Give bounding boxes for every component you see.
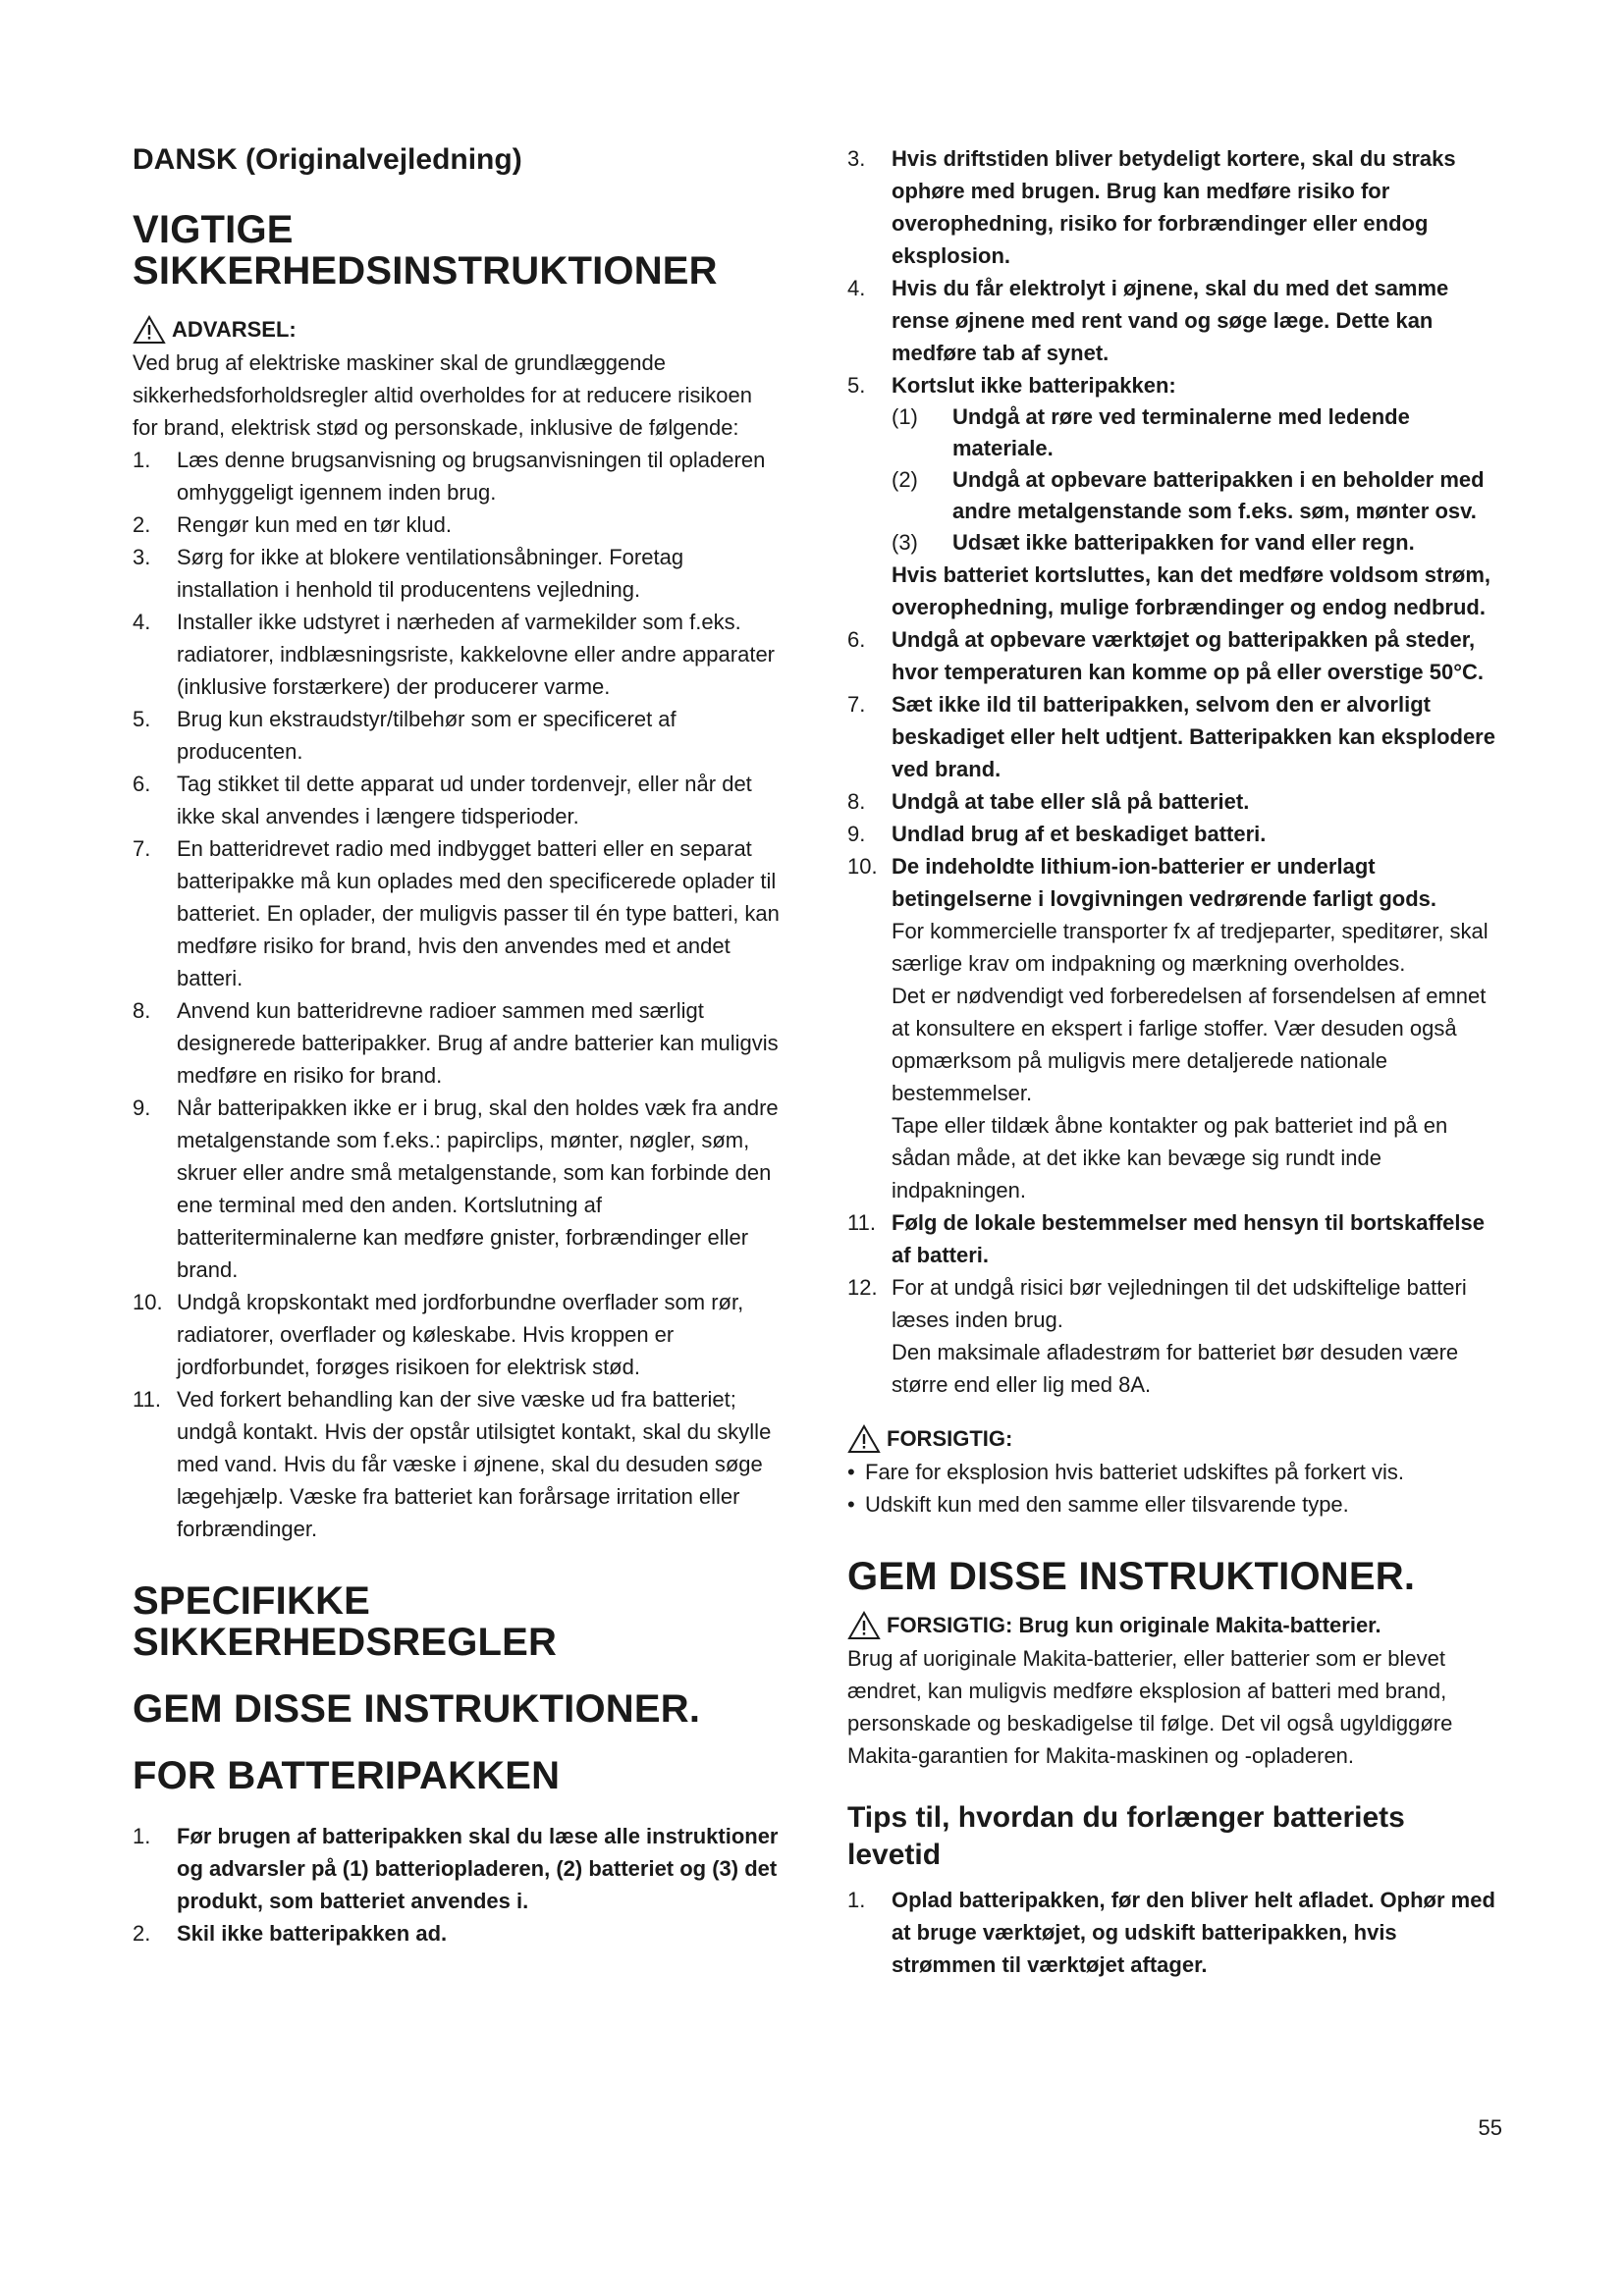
list-item: 12. For at undgå risici bør vejledningen til det udskiftelige batteri læses inden brug. Den maksimale afladestrøm for batteriet bør desuden være større end eller lig med 8A. — [847, 1271, 1495, 1401]
list-item: 10. Undgå kropskontakt med jordforbundne overflader som rør, radiatorer, overflader og køleskabe. Hvis kroppen er jordforbundet, forøges risikoen for elektrisk stød. — [133, 1290, 744, 1379]
warning-label: ADVARSEL: — [172, 317, 297, 342]
transport-note: Tape eller tildæk åbne kontakter og pak batteriet ind på en sådan måde, at det ikke kan bevæge sig rundt inde indpakningen. — [892, 1113, 1448, 1202]
caution-original-heading — [847, 1611, 1495, 1640]
list-item: 1. Før brugen af batteripakken skal du læse alle instruktioner og advarsler på (1) batteriopladeren, (2) batteriet og (3) det produkt, som batteriet anvendes i. — [133, 1824, 779, 1913]
save-instructions-heading: GEM DISSE INSTRUKTIONER. — [133, 1687, 701, 1731]
list-item: 4. Installer ikke udstyret i nærheden af varmekilder som f.eks. radiatorer, indblæsningsriste, kakkelovne eller andre apparater (inklusive forstærkere) der producerer varme. — [133, 610, 776, 699]
list-item: 8. Undgå at tabe eller slå på batteriet. — [847, 789, 1250, 814]
list-item: 5. Kortslut ikke batteripakken: (1) Undgå at røre ved terminalerne med ledende materiale. (2) Undgå at opbevare batteripakken i en beholder med andre metalgenstande som f.eks. søm, mønter osv. (3) Udsæt ikke batteripakken for vand eller regn. Hvis batteriet kortsluttes, kan det medføre voldsom strøm, overophedning, mulige forbrændinger og endog nedbrud. — [847, 369, 1495, 623]
list-item: 8. Anvend kun batteridrevne radioer sammen med særligt designerede batteripakker. Brug af andre batterier kan muligvis medføre en risiko for brand. — [133, 998, 779, 1088]
warning-triangle-icon — [847, 1424, 881, 1454]
left-column — [133, 142, 781, 1949]
transport-note: For kommercielle transporter fx af tredjeparter, speditører, skal særlige krav om indpakning og mærkning overholdes. — [892, 919, 1489, 976]
list-item: 2. Rengør kun med en tør klud. — [133, 512, 453, 537]
list-item: 11. Følg de lokale bestemmelser med hensyn til bortskaffelse af batteri. — [847, 1210, 1485, 1267]
specific-rules-heading: SPECIFIKKE SIKKERHEDSREGLER — [133, 1579, 558, 1664]
list-item: 11. Ved forkert behandling kan der sive væske ud fra batteriet; undgå kontakt. Hvis der opstår utilsigtet kontakt, skal du skylle med vand. Hvis du får væske i øjnene, skal du desuden søge lægehjælp. Væske fra batteriet kan forårsage irritation eller forbrændinger. — [133, 1387, 772, 1541]
list-item: 1. Oplad batteripakken, før den bliver helt afladet. Ophør med at bruge værktøjet, og udskift batteripakken, hvis strømmen til værktøjet aftager. — [847, 1888, 1495, 1977]
sub-list-item: (2) Undgå at opbevare batteripakken i en beholder med andre metalgenstande som f.eks. søm, mønter osv. — [892, 467, 1485, 523]
caution2-label: FORSIGTIG: — [887, 1613, 1013, 1637]
battery-list-continued — [847, 142, 1495, 1401]
list-item: 10. De indeholdte lithium-ion-batterier er underlagt betingelserne i lovgivningen vedrørende farligt gods. For kommercielle transporter fx af tredjeparter, speditører, skal særlige krav om indpakning og mærkning overholdes. Det er nødvendigt ved forberedelsen af forsendelsen af emnet at konsultere en ekspert i farlige stoffer. Vær desuden også opmærksom på muligvis mere detaljerede nationale bestemmelser. Tape eller tildæk åbne kontakter og pak batteriet ind på en sådan måde, at det ikke kan bevæge sig rundt inde indpakningen. — [847, 850, 1495, 1206]
list-item: • Fare for eksplosion hvis batteriet udskiftes på forkert vis. — [847, 1456, 1495, 1488]
list-item: 7. En batteridrevet radio med indbygget batteri eller en separat batteripakke må kun oplades med den specificerede oplader til batteriet. En oplader, der muligvis passer til én type batteri, kan medføre risiko for brand, hvis den anvendes med et andet batteri. — [133, 836, 780, 990]
list-item: 1. Læs denne brugsanvisning og brugsanvisningen til opladeren omhyggeligt igennem inden brug. — [133, 448, 766, 505]
tips-list — [847, 1884, 1495, 1981]
list-item: 7. Sæt ikke ild til batteripakken, selvom den er alvorligt beskadiget eller helt udtjent. Batteripakken kan eksplodere ved brand. — [847, 692, 1495, 781]
list-item: 9. Undlad brug af et beskadiget batteri. — [847, 822, 1267, 846]
sub-list-item: (3) Udsæt ikke batteripakken for vand eller regn. — [892, 530, 1415, 555]
warning-triangle-icon — [847, 1611, 881, 1640]
short-circuit-consequence: Hvis batteriet kortsluttes, kan det medføre voldsom strøm, overophedning, mulige forbrændinger og endog nedbrud. — [892, 562, 1491, 619]
list-item: 3. Sørg for ikke at blokere ventilationsåbninger. Foretag installation i henhold til producentens vejledning. — [133, 545, 684, 602]
battery-list — [133, 1820, 781, 1949]
list-item: 4. Hvis du får elektrolyt i øjnene, skal du med det samme rense øjnene med rent vand og søge læge. Dette kan medføre tab af synet. — [847, 276, 1449, 365]
tips-heading: Tips til, hvordan du forlænger batteriets levetid — [847, 1801, 1405, 1871]
general-safety-list — [133, 444, 781, 1545]
warning-intro: Ved brug af elektriske maskiner skal de grundlæggende sikkerhedsforholdsregler altid overholdes for at reducere risikoen for brand, elektrisk stød og personskade, inklusive de følgende: — [133, 350, 752, 440]
caution2-bold: Brug kun originale Makita-batterier. — [1018, 1613, 1381, 1637]
caution-list — [847, 1456, 1495, 1521]
save-instructions-heading-right: GEM DISSE INSTRUKTIONER. — [847, 1555, 1416, 1598]
list-item: • Udskift kun med den samme eller tilsvarende type. — [847, 1488, 1495, 1521]
warning-triangle-icon — [133, 315, 166, 345]
list-item: 6. Undgå at opbevare værktøjet og batteripakken på steder, hvor temperaturen kan komme op på eller overstige 50°C. — [847, 627, 1485, 684]
battery-pack-heading: FOR BATTERIPAKKEN — [133, 1754, 561, 1797]
page-number: 55 — [1478, 2115, 1502, 2140]
list-item: 3. Hvis driftstiden bliver betydeligt kortere, skal du straks ophøre med brugen. Brug kan medføre risiko for overophedning, risiko for forbrændinger eller endog eksplosion. — [847, 146, 1456, 268]
caution-heading — [847, 1424, 1495, 1454]
list-item: 6. Tag stikket til dette apparat ud under tordenvejr, eller når det ikke skal anvendes i længere tidsperioder. — [133, 772, 752, 828]
discharge-note: Den maksimale afladestrøm for batteriet bør desuden være større end eller lig med 8A. — [892, 1340, 1459, 1397]
list-item: 5. Brug kun ekstraudstyr/tilbehør som er specificeret af producenten. — [133, 707, 677, 764]
short-circuit-sublist — [892, 401, 1495, 559]
caution-label: FORSIGTIG: — [887, 1426, 1013, 1451]
warning-heading — [133, 315, 781, 345]
list-item: 9. Når batteripakken ikke er i brug, skal den holdes væk fra andre metalgenstande som f.eks.: papirclips, mønter, nøgler, søm, skruer eller andre små metalgenstande, som kan forbinde den ene terminal med den anden. Kortslutning af batteriterminalerne kan medføre gnister, forbrændinger eller brand. — [133, 1095, 779, 1282]
language-title: DANSK (Originalvejledning) — [133, 143, 522, 176]
sub-list-item: (1) Undgå at røre ved terminalerne med ledende materiale. — [892, 404, 1410, 460]
transport-note: Det er nødvendigt ved forberedelsen af forsendelsen af emnet at konsultere en ekspert i farlige stoffer. Vær desuden også opmærksom på muligvis mere detaljerede nationale bestemmelser. — [892, 984, 1487, 1105]
main-heading: VIGTIGE SIKKERHEDSINSTRUKTIONER — [133, 208, 718, 293]
list-item: 2. Skil ikke batteripakken ad. — [133, 1921, 448, 1946]
right-column — [847, 142, 1495, 1981]
caution2-text: Brug af uoriginale Makita-batterier, eller batterier som er blevet ændret, kan muligvis medføre eksplosion af batteri med brand, personskade og beskadigelse til følge. Det vil også ugyldiggøre Makita-garantien for Makita-maskinen og -opladeren. — [847, 1646, 1453, 1768]
